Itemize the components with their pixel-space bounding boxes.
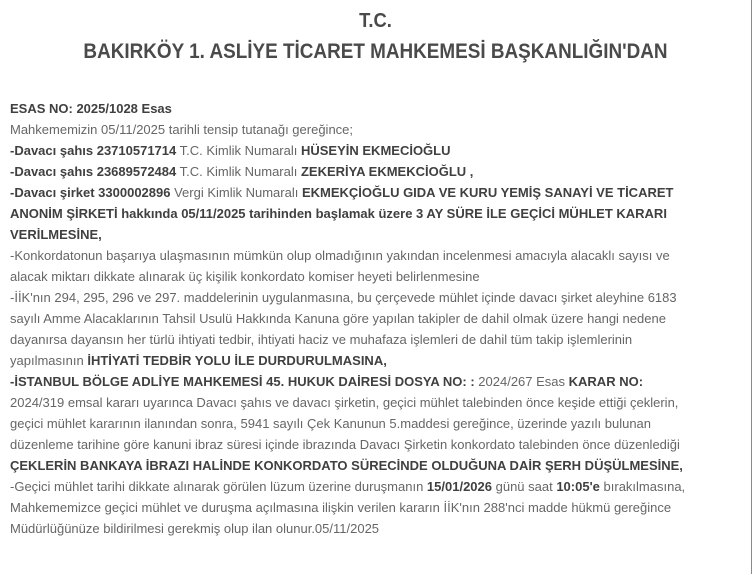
intro-line: Mahkememizin 05/11/2025 tarihli tensip tutanağı gereğince;: [10, 122, 354, 137]
plaintiff-2-id: -Davacı şahıs 23689572484: [10, 164, 177, 179]
precedent-line-1: [10, 371, 746, 392]
header-tc: T.C.: [359, 10, 392, 32]
plaintiff-2-name: ZEKERİYA EKMEKCİOĞLU ,: [300, 164, 474, 179]
plaintiff-3-cont: [10, 203, 746, 224]
plaintiff-1: [10, 140, 746, 161]
case-number: ESAS NO: 2025/1028 Esas: [10, 101, 172, 116]
plaintiff-2-label: T.C. Kimlik Numaralı: [176, 164, 301, 179]
hearing-text-b: günü saat: [492, 479, 557, 494]
provisional-respite-decision-end: VERİLMESİNE,: [10, 227, 102, 242]
plaintiff-3-end: [10, 224, 746, 245]
plaintiff-3-label: Vergi Kimlik Numaralı: [170, 185, 302, 200]
provisional-respite-decision: ANONİM ŞİRKETİ hakkında 05/11/2025 tarihinden başlamak üzere 3 AY SÜRE İLE GEÇİCİ MÜHLET KARARI: [10, 206, 667, 221]
commission-line-1: -Konkordatonun başarıya ulaşmasının mümkün olup olmadığının yakından incelenmesi amacıyla alacaklı sayısı ve: [10, 248, 670, 263]
plaintiff-3-company: EKMEKÇİOĞLU GIDA VE KURU YEMİŞ SANAYİ VE TİCARET: [301, 185, 674, 200]
plaintiff-3-id: -Davacı şirket 3300002896: [10, 185, 171, 200]
precedent-court: -İSTANBUL BÖLGE ADLİYE MAHKEMESİ 45. HUKUK DAİRESİ DOSYA NO: :: [10, 374, 475, 389]
hearing-text-c: bırakılmasına,: [599, 479, 686, 494]
plaintiff-1-name: HÜSEYİN EKMECİOĞLU: [300, 143, 451, 158]
cheque-annotation-decision: ÇEKLERİN BANKAYA İBRAZI HALİNDE KONKORDATO SÜRECİNDE OLDUĞUNA DAİR ŞERH DÜŞÜLMESİNE,: [10, 458, 683, 473]
header-court-name: BAKIRKÖY 1. ASLİYE TİCARET MAHKEMESİ BAŞKANLIĞIN'DAN: [83, 40, 668, 63]
precedent-decision-label: KARAR NO:: [568, 374, 644, 389]
plaintiff-3: [10, 182, 746, 203]
hearing-line-3: Müdürlüğünüze bildirilmesi gerekmiş olup ilan olunur.05/11/2025: [10, 521, 380, 536]
precedent-file-no: 2024/267 Esas: [474, 374, 569, 389]
injunction-line-3: dayanırsa dayansın her türlü ihtiyati tedbir, ihtiyati haciz ve muhafaza işlemleri de dahil tüm takip işlemlerinin: [10, 332, 633, 347]
plaintiff-1-id: -Davacı şahıs 23710571714: [10, 143, 177, 158]
hearing-line-1: [10, 476, 746, 497]
precedent-line-5: [10, 455, 746, 476]
hearing-date: 15/01/2026: [426, 479, 492, 494]
injunction-decision: İHTİYATİ TEDBİR YOLU İLE DURDURULMASINA,: [87, 353, 387, 368]
hearing-line-2: Mahkememizce geçici mühlet ve duruşma açılmasına ilişkin verilen kararın İİK'nın 288'nci madde hükmü gereğince: [10, 500, 672, 515]
injunction-line-2: sayılı Amme Alacaklarının Tahsil Usulü Hakkında Kanuna göre yapılan takipler de dahil olmak üzere hangi nedene: [10, 311, 666, 326]
precedent-line-3: geçici mühlet kararının ilanından sonra, 5941 sayılı Çek Kanunun 5.maddesi gereğince, üzerinde yazılı bulunan: [10, 416, 652, 431]
notice-body: [10, 98, 746, 539]
injunction-line-4: [10, 350, 746, 371]
hearing-time: 10:05'e: [556, 479, 600, 494]
injunction-line-1: -İİK'nın 294, 295, 296 ve 297. maddelerinin uygulanmasına, bu çerçevede mühlet içinde davacı şirket aleyhine 6183: [10, 290, 677, 305]
plaintiff-2: [10, 161, 746, 182]
plaintiff-1-label: T.C. Kimlik Numaralı: [176, 143, 301, 158]
hearing-text-a: -Geçici mühlet tarihi dikkate alınarak görülen lüzum üzerine duruşmanın: [10, 479, 427, 494]
injunction-text: yapılmasının: [10, 353, 88, 368]
precedent-line-2: 2024/319 emsal kararı uyarınca Davacı şahıs ve davacı şirketin, geçici mühlet talebinden önce keşide ettiği çeklerin,: [10, 395, 679, 410]
precedent-line-4: düzenleme tarihine göre kanuni ibraz süresi içinde ibrazında Davacı Şirketin konkordato talebinden önce düzenlediği: [10, 437, 680, 452]
commission-line-2: alacak miktarı dikkate alınarak üç kişilik konkordato komiser heyeti belirlenmesine: [10, 269, 480, 284]
